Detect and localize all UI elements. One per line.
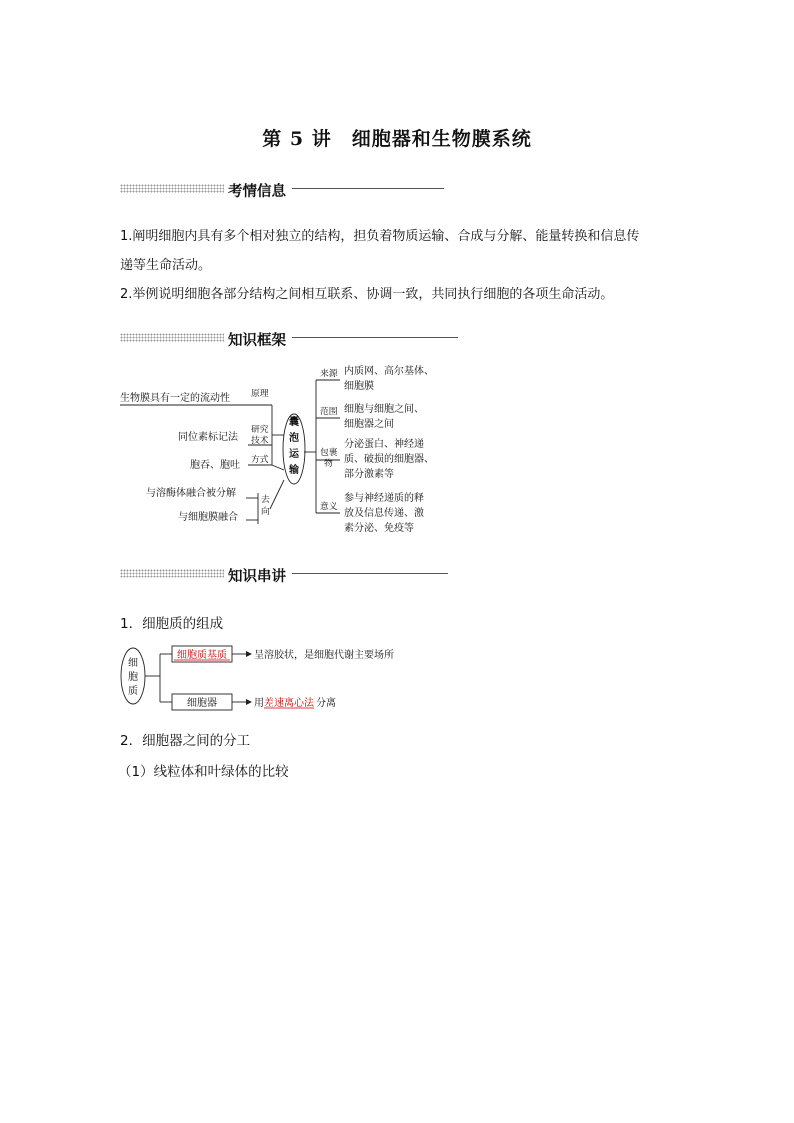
range-label: 范围 [320, 407, 338, 417]
content-label: 物 [324, 459, 333, 469]
organelle-pre: 用 [254, 698, 264, 709]
heading-cytoplasm: 1．细胞质的组成 [120, 616, 224, 632]
matrix-description: 呈溶胶状，是细胞代谢主要场所 [254, 650, 394, 661]
content-text: 质、破损的细胞器、 [344, 454, 434, 465]
tech-label: 技术 [251, 436, 269, 446]
section-title-framework: 知识框架 [228, 333, 286, 349]
mode-label: 方式 [251, 455, 269, 465]
center-char: 输 [289, 465, 299, 476]
section-title-exam: 考情信息 [228, 184, 286, 200]
exam-line-3: 2.举例说明细胞各部分结构之间相互联系、协调一致，共同执行细胞的各项生命活动。 [120, 287, 614, 302]
center-char: 泡 [289, 433, 299, 444]
source-label: 来源 [320, 369, 338, 379]
meaning-text: 素分泌、免疫等 [344, 523, 414, 534]
exam-line-1: 1.阐明细胞内具有多个相对独立的结构，担负着物质运输、合成与分解、能量转换和信息传 [120, 229, 640, 244]
cytoplasm-char: 细 [128, 658, 138, 669]
tech-label: 研究 [251, 425, 269, 435]
content-label: 包裹 [320, 448, 338, 458]
organelle-post: 分离 [316, 698, 336, 709]
principle-text: 生物膜具有一定的流动性 [120, 393, 230, 404]
centrifugation-method: 差速离心法 [264, 698, 314, 709]
content-text: 部分激素等 [344, 469, 394, 480]
range-text: 细胞器之间 [344, 419, 394, 430]
cytoplasm-char: 胞 [128, 672, 138, 683]
heading-mito-chloro: （1）线粒体和叶绿体的比较 [118, 764, 289, 780]
center-char: 运 [289, 449, 299, 460]
organelle-box-label: 细胞器 [187, 698, 217, 709]
dest-text-1: 与溶酶体融合被分解 [146, 488, 236, 499]
principle-label: 原理 [251, 389, 269, 399]
dest-label: 去 [261, 495, 270, 505]
center-char: 囊 [289, 417, 299, 428]
content-text: 分泌蛋白、神经递 [344, 439, 424, 450]
source-text: 内质网、高尔基体、 [344, 366, 434, 377]
cytoplasm-char: 质 [128, 686, 138, 697]
heading-organelle-division: 2．细胞器之间的分工 [120, 733, 251, 749]
exam-line-2: 递等生命活动。 [120, 258, 212, 273]
dest-label: 向 [261, 507, 270, 517]
dest-text-2: 与细胞膜融合 [178, 512, 238, 523]
section-title-series: 知识串讲 [228, 569, 286, 585]
meaning-label: 意义 [320, 502, 338, 512]
source-text: 细胞膜 [344, 381, 374, 392]
page-title: 第 5 讲 细胞器和生物膜系统 [262, 128, 532, 150]
matrix-box-label: 细胞质基质 [177, 650, 227, 661]
meaning-text: 放及信息传递、激 [344, 508, 424, 519]
meaning-text: 参与神经递质的释 [344, 493, 424, 504]
range-text: 细胞与细胞之间、 [344, 404, 424, 415]
mode-text: 胞吞、胞吐 [190, 460, 240, 471]
tech-text: 同位素标记法 [178, 432, 238, 443]
